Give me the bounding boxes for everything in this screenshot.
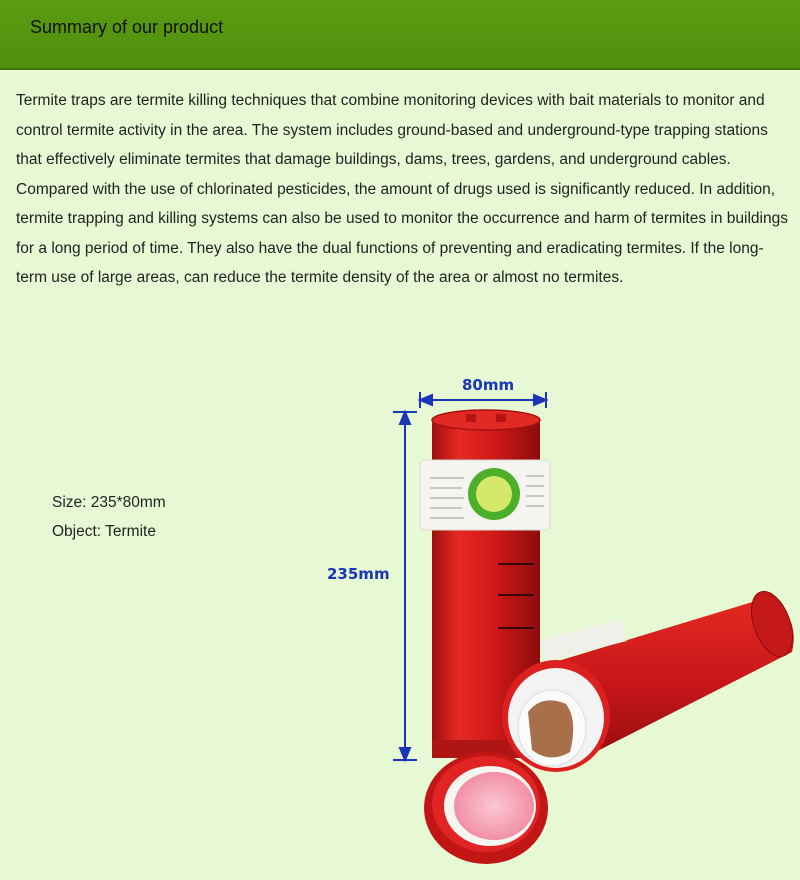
lying-trap-tube bbox=[502, 586, 800, 772]
height-dimension-label: 235mm bbox=[327, 565, 390, 583]
section-title: Summary of our product bbox=[30, 17, 224, 37]
spec-object: Object: Termite bbox=[52, 523, 156, 540]
dimension-width-line bbox=[420, 392, 546, 408]
product-description: Termite traps are termite killing techniques that combine monitoring devices with bait materials to monitor and control termite activity in the area. The system includes ground-based and underground-type trapping stations that effectively eliminate termites that damage buildings, dams, trees, gardens, and underground cables. Compared with the use of chlorinated pesticides, the amount of drugs used is significantly reduced. In addition, termite trapping and killing systems can also be used to monitor the occurrence and harm of termites in buildings for a long period of time. They also have the dual functions of preventing and eradicating termites. If the long-term use of large areas, can reduce the termite density of the area or almost no termites. bbox=[16, 92, 788, 286]
spec-size: Size: 235*80mm bbox=[52, 494, 166, 511]
dimension-height-line bbox=[393, 412, 417, 760]
width-dimension-label: 80mm bbox=[462, 376, 515, 394]
trap-lid bbox=[424, 752, 548, 864]
